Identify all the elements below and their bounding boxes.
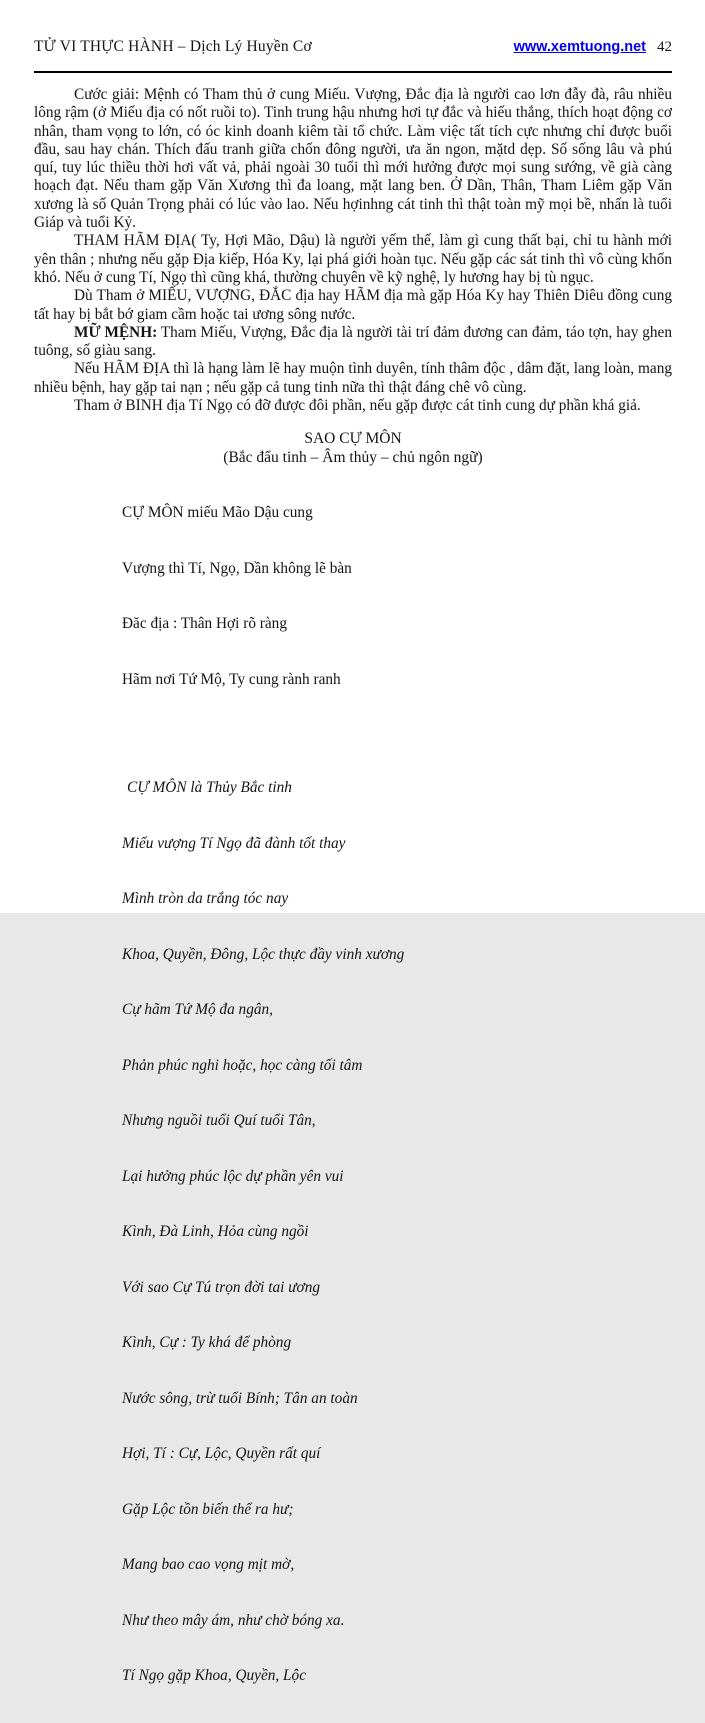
verse-line: Hợi, Tí : Cự, Lộc, Quyền rất quí bbox=[122, 1445, 321, 1463]
website-link[interactable]: www.xemtuong.net bbox=[513, 39, 646, 55]
verse-line: Đăc địa : Thân Hợi rõ ràng bbox=[122, 615, 287, 633]
verse-line: Nhưng nguồi tuổi Quí tuổi Tân, bbox=[122, 1112, 316, 1130]
paragraph-text: Tham Miếu, Vượng, Đắc địa là người tài trí đảm đương can đảm, táo tợn, hay ghen tuông, số giàu sang. bbox=[34, 323, 672, 360]
section-head bbox=[34, 430, 672, 467]
book-title: TỬ VI THỰC HÀNH – Dịch Lý Huyền Cơ bbox=[34, 38, 312, 55]
verse-line: Kình, Đà Linh, Hỏa cùng ngồi bbox=[122, 1223, 309, 1241]
verse-line: CỰ MÔN miếu Mão Dậu cung bbox=[122, 504, 313, 522]
verse-line: Kình, Cự : Ty khá để phòng bbox=[122, 1334, 292, 1352]
verse-line: Với sao Cự Tú trọn đời tai ương bbox=[122, 1278, 320, 1296]
paragraph bbox=[34, 232, 672, 287]
page-number: 42 bbox=[657, 39, 672, 55]
paragraph-text: Cước giải: Mệnh có Tham thủ ở cung Miếu. Vượng, Đắc địa là người cao lơn đẫy đà, râu nhiều lông rậm (ở Miếu địa có nốt ruồi to). Tinh trung hậu nhưng hơi tự đắc và hiếu thắng, thích hoạt động cơ nhân, tham vọng to lớn, có óc kinh doanh kiêm tài tổ chức. Làm việc tất tích cực nhưng chỉ được buổi đầu, sau hay chán. Thích đấu tranh giữa chốn đông người, ưa ăn ngon, mặtd dẹp. Số sống lâu và phú quí, tuy lúc thiều thời hơi vất vả, phải ngoài 30 tuổi thì mới hưởng được mọi sung sướng, về già càng hoạch đạt. Nếu tham gặp Văn Xương thì đa loang, mặt lang ben. Ở Dần, Thân, Tham Liêm gặp Văn xương là số Quản Trọng phải có lúc vào lao. Nếu hợinhng cát tinh thì thật toàn mỹ mọi bề, nhấn là tuổi Giáp và tuổi Kỷ. bbox=[34, 86, 672, 232]
verse-block-2 bbox=[122, 742, 672, 1723]
header-right bbox=[514, 39, 672, 56]
verse-block-1 bbox=[122, 467, 672, 726]
verse-line: Hãm nơi Tứ Mộ, Ty cung rành ranh bbox=[122, 670, 341, 688]
section-title: SAO CỰ MÔN bbox=[304, 430, 402, 448]
verse-line: Vượng thì Tí, Ngọ, Dần không lẽ bàn bbox=[122, 559, 352, 577]
verse-line: Khoa, Quyền, Đông, Lộc thực đầy vinh xương bbox=[122, 945, 405, 963]
page-header bbox=[34, 38, 672, 56]
body-text bbox=[34, 86, 672, 415]
paragraph bbox=[34, 324, 672, 361]
section-subtitle: (Bắc đẩu tinh – Âm thủy – chủ ngôn ngữ) bbox=[223, 448, 483, 466]
paragraph bbox=[34, 397, 672, 415]
paragraph-text: Nếu HÃM ĐỊA thì là hạng làm lẽ hay muộn tình duyên, tính thâm độc , dâm đặt, lang loàn, mang nhiều bệnh, hay gặp tai nạn ; nếu gặp cả tung tinh nữa thì thật đáng chê vô cùng. bbox=[34, 360, 672, 396]
paragraph-lead: MỮ MỆNH: bbox=[74, 323, 158, 341]
paragraph-text: Dù Tham ở MIẾU, VƯỢNG, ĐẮC địa hay HÃM địa mà gặp Hóa Ky hay Thiên Diêu đồng cung tất hay bị bắt bớ giam cầm hoặc tai ương sông nước. bbox=[34, 287, 672, 323]
verse-line: CỰ MÔN là Thủy Bắc tinh bbox=[127, 779, 292, 797]
header-divider bbox=[34, 71, 672, 73]
paragraph-text: THAM HÃM ĐỊA( Ty, Hợi Mão, Dậu) là người yếm thế, làm gì cung thất bại, chỉ tu hành mới yên thân ; nhưng nếu gặp Địa kiếp, Hóa Ky, lại phá giới hoàn tục. Nếu gặp các sát tinh thì vô cùng khốn khó. Nếu ở cung Tí, Ngọ thì cũng khá, thường chuyên về kỹ nghệ, ly hương hay bị tù ngục. bbox=[34, 232, 672, 286]
verse-line: Lại hưởng phúc lộc dự phần yên vui bbox=[122, 1167, 344, 1185]
verse-line: Như theo mây ám, như chờ bóng xa. bbox=[122, 1611, 345, 1629]
verse-line: Mang bao cao vọng mịt mờ, bbox=[122, 1556, 295, 1574]
paragraph-text: Tham ở BINH địa Tí Ngọ có đỡ được đôi phần, nếu gặp được cát tinh cung dự phần khá giả. bbox=[74, 397, 641, 415]
verse-line: Phản phúc nghi hoặc, học càng tối tâm bbox=[122, 1056, 363, 1074]
paragraph bbox=[34, 360, 672, 397]
paragraph bbox=[34, 86, 672, 232]
verse-line: Tí Ngọ gặp Khoa, Quyền, Lộc bbox=[122, 1667, 306, 1685]
verse-line: Miếu vượng Tí Ngọ đã đành tốt thay bbox=[122, 834, 346, 852]
verse-line: Nước sông, trừ tuổi Bính; Tân an toàn bbox=[122, 1389, 358, 1407]
verse-line: Gặp Lộc tồn biến thể ra hư; bbox=[122, 1500, 294, 1518]
verse-line: Cự hãm Tứ Mộ đa ngân, bbox=[122, 1001, 273, 1019]
verse-line: Mình tròn da trắng tóc nay bbox=[122, 890, 289, 908]
paragraph bbox=[34, 287, 672, 324]
